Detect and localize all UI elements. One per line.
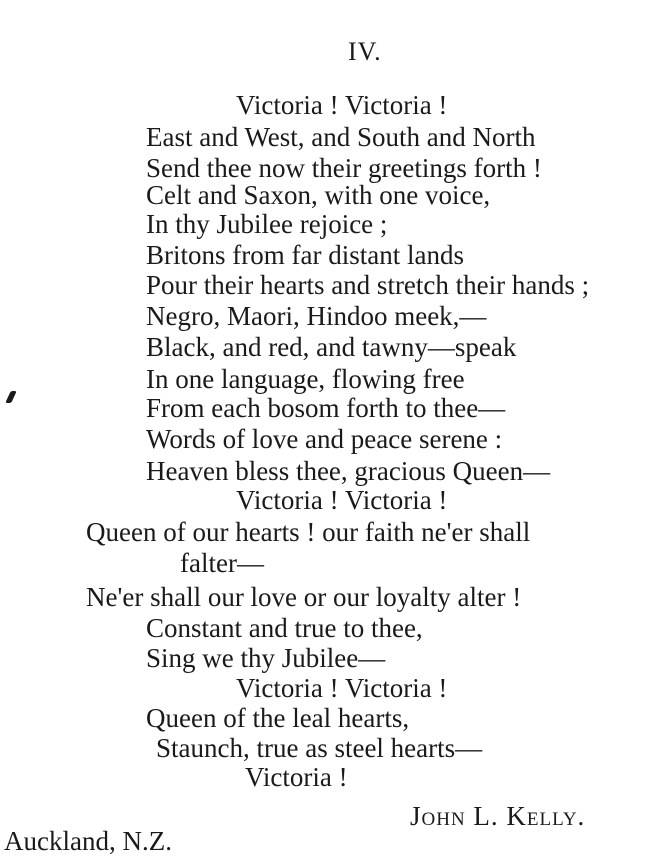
stanza-line: Negro, Maori, Hindoo meek,—	[146, 301, 487, 331]
chorus-line-continuation: falter—	[180, 548, 264, 578]
refrain-closing: Victoria ! Victoria !	[236, 485, 448, 515]
refrain-opening: Victoria ! Victoria !	[236, 90, 448, 120]
section-heading: IV.	[348, 37, 382, 66]
stanza-line: Black, and red, and tawny—speak	[146, 332, 517, 362]
chorus-line: Queen of our hearts ! our faith ne'er shall	[86, 517, 531, 547]
chorus-line: Queen of the leal hearts,	[146, 703, 410, 733]
chorus-line: Ne'er shall our love or our loyalty alter !	[86, 582, 522, 612]
place-line: Auckland, N.Z.	[4, 826, 172, 856]
stanza-line: Words of love and peace serene :	[146, 424, 503, 454]
stanza-line: In thy Jubilee rejoice ;	[146, 209, 388, 239]
stanza-line: Britons from far distant lands	[146, 240, 464, 270]
stanza-line: Heaven bless thee, gracious Queen—	[146, 456, 551, 486]
author-signature: John L. Kelly.	[410, 801, 586, 831]
ink-mark	[5, 391, 17, 403]
chorus-line: Constant and true to thee,	[146, 613, 423, 643]
stanza-line: East and West, and South and North	[146, 122, 536, 152]
final-refrain: Victoria !	[245, 762, 348, 792]
chorus-line: Sing we thy Jubilee—	[146, 643, 386, 673]
chorus-refrain: Victoria ! Victoria !	[236, 673, 448, 703]
stanza-line: Pour their hearts and stretch their hands ;	[146, 270, 590, 300]
chorus-line: Staunch, true as steel hearts—	[156, 733, 483, 763]
stanza-line: From each bosom forth to thee—	[146, 393, 506, 423]
stanza-line: In one language, flowing free	[146, 364, 465, 394]
stanza-line: Send thee now their greetings forth !	[146, 153, 542, 183]
stanza-line: Celt and Saxon, with one voice,	[146, 180, 491, 210]
